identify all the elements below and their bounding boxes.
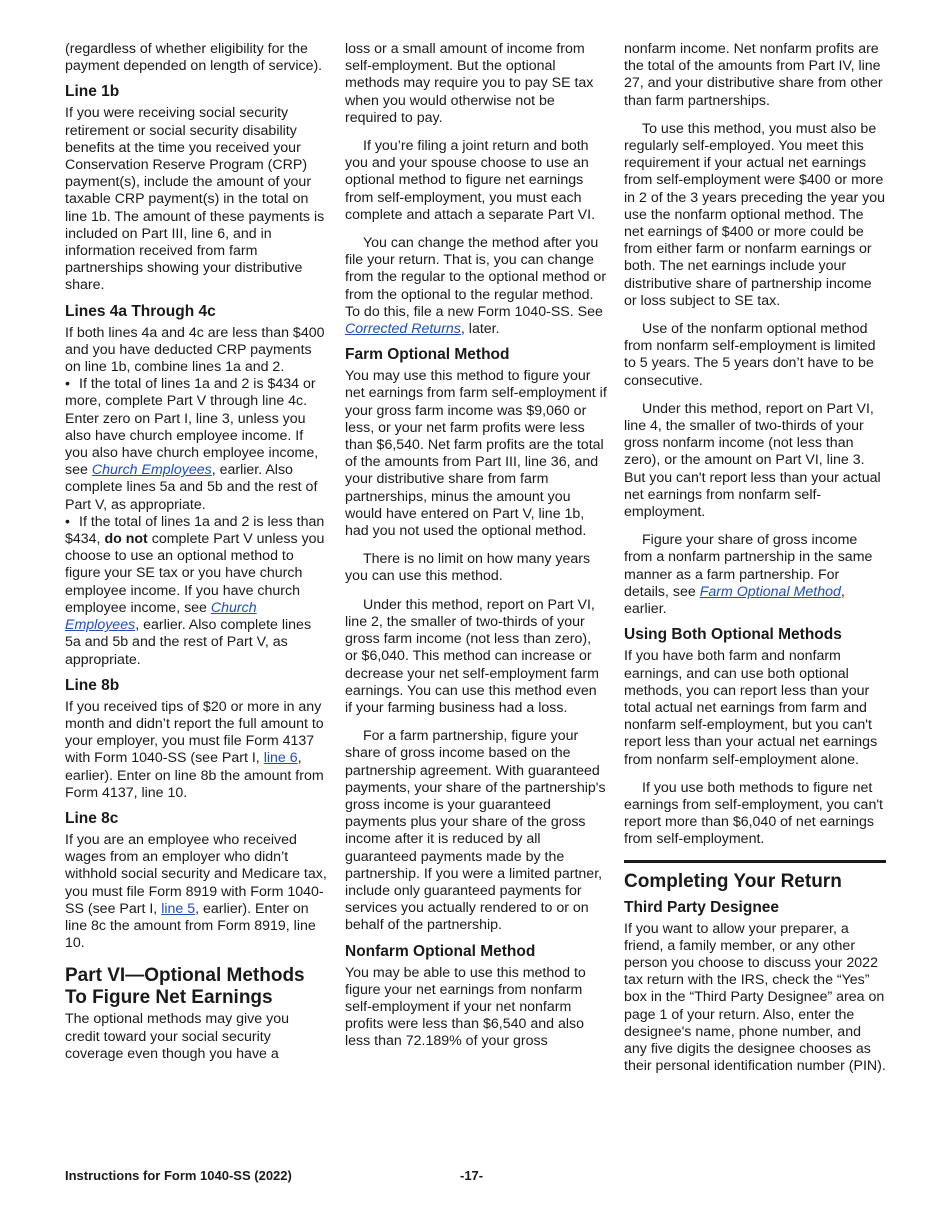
paragraph-limited-5-years: Use of the nonfarm optional method from nonfarm self-employment is limited to 5 years. The 5 years don’t have to be consecutive. — [624, 321, 876, 389]
line-6-link[interactable]: line 6 — [263, 750, 298, 767]
paragraph-farm-optional: You may use this method to figure your net earnings from farm self-employment if your gross farm income was $9,060 or less, or your net farm profits were less than $6,540. Net farm profits are the total of the amounts from Part III, line 36, and your distributive share from farm partnerships, minus the amount you would have entered on Part V, line 1b, had you not used the optional method. — [345, 368, 607, 540]
paragraph-line-8c: If you are an employee who received wages from an employer who didn’t withhold social security and Medicare tax, you must file Form 8919 with Form 1040-SS (see Part I, line 5, earlier). Enter on line 8c the amount from Form 8919, line 10. — [65, 831, 327, 952]
paragraph-part-vi: The optional methods may give you credit toward your social security coverage even though you have a — [65, 1011, 289, 1062]
paragraph-line-1b: If you were receiving social security retirement or social security disability benefits at the time you received your Conservation Reserve Program (CRP) payment(s), include the amount of your taxable CRP payment(s) in the total on line 1b. The amount of these payments is included on Part III, line 6, and in information received from farm partnerships showing your distributive share. — [65, 105, 325, 294]
paragraph-joint-return: If you’re filing a joint return and both you and your spouse choose to use an optional method to figure net earnings from self-employment, you must each complete and attach a separate Part VI. — [345, 138, 596, 223]
church-employees-link-2[interactable]: Church Employees — [65, 599, 257, 634]
church-employees-link-1[interactable]: Church Employees — [91, 462, 212, 479]
bullet-item-2: • If the total of lines 1a and 2 is less than $434, do not complete Part V unless you choose to use an optional method to figure your SE tax or you have church employee income. If you have church employee income, see Church Employees, earlier. Also complete lines 5a and 5b and the rest of Part V, as appropriate. — [65, 513, 325, 668]
column-3 — [624, 41, 886, 1075]
farm-optional-method-link[interactable]: Farm Optional Method — [699, 583, 841, 600]
paragraph-both-methods-limit: If you use both methods to figure net earnings from self-employment, you can't report more than $6,040 of net earnings from self-employment. — [624, 779, 883, 848]
heading-completing-your-return: Completing Your Return — [624, 870, 842, 892]
heading-third-party-designee: Third Party Designee — [624, 898, 780, 916]
line-5-link[interactable]: line 5 — [161, 900, 196, 917]
footer-form-title: Instructions for Form 1040-SS (2022) — [65, 1168, 292, 1183]
heading-line-8b: Line 8b — [65, 676, 120, 694]
heading-farm-optional-method: Farm Optional Method — [345, 346, 510, 364]
heading-line-1b: Line 1b — [65, 83, 120, 101]
paragraph-continued: loss or a small amount of income from self-employment. But the optional methods may require you to pay SE tax when you would otherwise not be required to pay. — [345, 41, 594, 126]
paragraph-regularly-self-employed: To use this method, you must also be regularly self-employed. You meet this requirement if your actual net earnings from self-employment were $400 or more in 2 of the 3 years preceding the year you use the nonfarm optional method. The net earnings of $400 or more could be from either farm or nonfarm earnings or both. The net earnings include your distributive share of partnership income or loss subject to SE tax. — [624, 120, 886, 309]
heading-part-vi: Part VI—Optional Methods To Figure Net Earnings — [65, 965, 305, 1009]
paragraph-farm-partnership: For a farm partnership, figure your share of gross income based on the partnership agreement. With guaranteed payments, your share of the partnership's gross income is your guaranteed payments plus your share of the gross income after it is reduced by all guaranteed payments made by the partnership. If you were a limited partner, include only guaranteed payments for services you actually rendered to or on behalf of the partnership. — [345, 728, 606, 934]
paragraph-line-8b: If you received tips of $20 or more in any month and didn’t report the full amount to your employer, you must file Form 4137 with Form 1040-SS (see Part I, line 6, earlier). Enter on line 8b the amount from Form 4137, line 10. — [65, 698, 324, 801]
paragraph-intro: (regardless of whether eligibility for the payment depended on length of service). — [65, 41, 323, 75]
heading-lines-4a-4c: Lines 4a Through 4c — [65, 302, 216, 320]
page-number: -17- — [460, 1168, 484, 1183]
corrected-returns-link[interactable]: Corrected Returns — [345, 321, 461, 338]
column-2 — [345, 41, 607, 1051]
paragraph-nonfarm-optional: You may be able to use this method to figure your net earnings from nonfarm self-employment if your net nonfarm profits were less than $6,540 and also less than 72.189% of your gross — [345, 964, 586, 1050]
paragraph-continued: nonfarm income. Net nonfarm profits are the total of the amounts from Part IV, line 27, and your distributive share from other than farm partnerships. — [624, 41, 883, 109]
paragraph-under-method: Under this method, report on Part VI, line 2, the smaller of two-thirds of your gross farm income (not less than zero), or $6,040. This method can increase or decrease your net self-employment farm earnings. You can use this method even if your farming business had a loss. — [345, 596, 599, 716]
bullet-item-1: • If the total of lines 1a and 2 is $434 or more, complete Part V through line 4c. Enter zero on Part I, line 3, unless you also have church employee income. If you also have church employee income, see Church Employees, earlier. Also complete lines 5a and 5b and the rest of Part V, as appropriate. — [65, 376, 319, 513]
section-divider — [624, 860, 886, 863]
heading-using-both-methods: Using Both Optional Methods — [624, 626, 842, 644]
paragraph-change-method: You can change the method after you file your return. That is, you can change from the regular to the optional method or from the optional to the regular method. To do this, file a new Form 1040-SS. See Corrected Returns, later. — [345, 235, 607, 338]
paragraph-no-limit: There is no limit on how many years you can use this method. — [345, 551, 591, 585]
paragraph-lines-4a-4c: If both lines 4a and 4c are less than $400 and you have deducted CRP payments on line 1b, combine lines 1a and 2. — [65, 324, 325, 376]
heading-line-8c: Line 8c — [65, 809, 119, 827]
paragraph-under-nonfarm-method: Under this method, report on Part VI, line 4, the smaller of two-thirds of your gross nonfarm income (not less than zero), or the amount on Part VI, line 3. But you can't report less than your actual net earnings from nonfarm self-employment. — [624, 400, 881, 521]
paragraph-third-party-designee: If you want to allow your preparer, a friend, a family member, or any other person you choose to discuss your 2022 tax return with the IRS, check the “Yes” box in the “Third Party Designee” area on page 1 of your return. Also, enter the designee's name, phone number, and any five digits the designee chooses as their personal identification number (PIN). — [624, 920, 886, 1075]
column-1 — [65, 41, 327, 1063]
heading-nonfarm-optional-method: Nonfarm Optional Method — [345, 942, 536, 960]
paragraph-figure-share: Figure your share of gross income from a nonfarm partnership in the same manner as a farm partnership. For details, see Farm Optional Method, earlier. — [624, 532, 873, 618]
paragraph-both-methods: If you have both farm and nonfarm earnings, and can use both optional methods, you can report less than your total actual net earnings from farm and nonfarm self-employment, but you can't report less than your actual net earnings from nonfarm self-employment alone. — [624, 648, 878, 768]
